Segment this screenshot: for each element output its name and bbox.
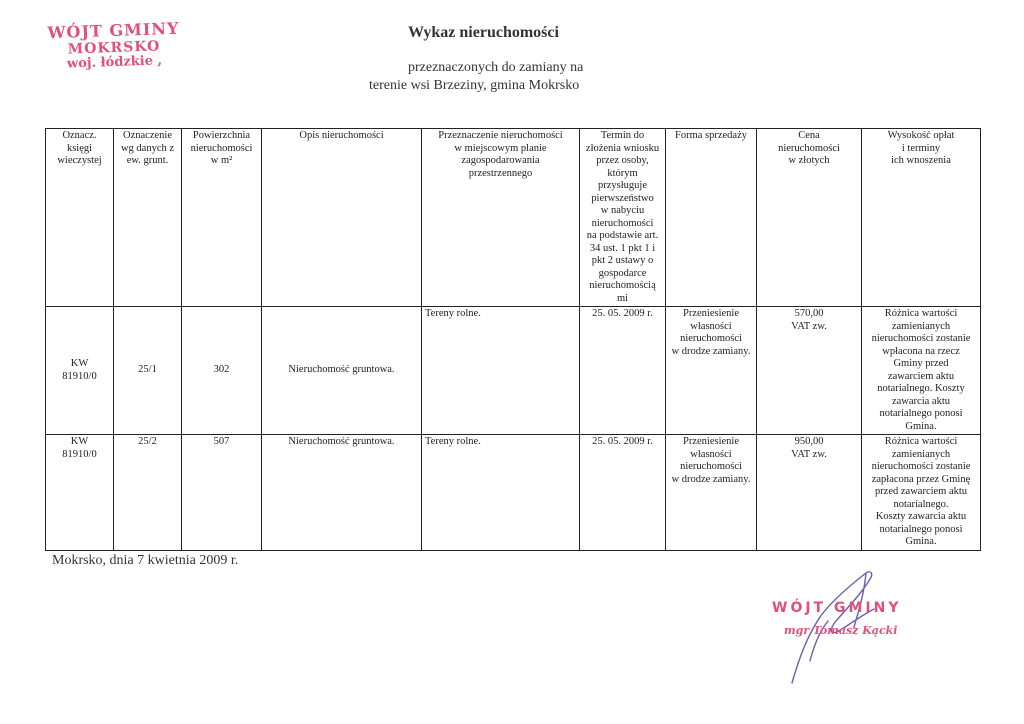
cell-forma: Przeniesienie własności nieruchomości w drodze zamiany. — [666, 307, 757, 435]
document-subtitle-line-2: terenie wsi Brzeziny, gmina Mokrsko — [369, 78, 580, 93]
cell-przeznaczenie: Tereny rolne. — [422, 435, 580, 551]
stamp-line-2: MOKRSKO — [67, 38, 161, 59]
cell-forma: Przeniesienie własności nieruchomości w drodze zamiany. — [666, 435, 757, 551]
cell-opis: Nieruchomość gruntowa. — [262, 435, 422, 551]
col-header-oplaty: Wysokość opłat i terminy ich wnoszenia — [862, 129, 981, 307]
official-stamp-top — [43, 20, 185, 74]
stamp-bottom-line-1: WÓJT GMINY — [772, 600, 902, 616]
stamp-bottom-line-2: mgr Tomasz Kącki — [784, 624, 898, 637]
table-row — [46, 435, 981, 551]
col-header-powierzchnia: Powierzchnia nieruchomości w m² — [182, 129, 262, 307]
date-and-place: Mokrsko, dnia 7 kwietnia 2009 r. — [52, 553, 239, 568]
official-stamp-bottom — [772, 600, 932, 637]
col-header-kw: Oznacz. księgi wieczystej — [46, 129, 114, 307]
col-header-opis: Opis nieruchomości — [262, 129, 422, 307]
cell-powierzchnia: 302 — [182, 307, 262, 435]
cell-powierzchnia: 507 — [182, 435, 262, 551]
stamp-line-1: WÓJT GMINY — [47, 18, 180, 43]
stamp-line-3: woj. łódzkie , — [66, 53, 163, 73]
col-header-termin: Termin do złożenia wniosku przez osoby, którym przysługuje pierwszeństwo w nabyciu nieruchomości na podstawie art. 34 ust. 1 pkt 1 i pkt 2 ustawy o gospodarce nieruchomością mi — [580, 129, 666, 307]
cell-opis: Nieruchomość gruntowa. — [262, 307, 422, 435]
cell-cena: 570,00 VAT zw. — [757, 307, 862, 435]
cell-kw: KW 81910/0 — [46, 435, 114, 551]
cell-oznaczenie: 25/1 — [114, 307, 182, 435]
property-list-table — [45, 128, 981, 551]
cell-oplaty: Różnica wartości zamienianych nieruchomości zostanie zapłacona przez Gminę przed zawarciem aktu notarialnego. Koszty zawarcia aktu notarialnego ponosi Gmina. — [862, 435, 981, 551]
cell-oplaty: Różnica wartości zamienianych nieruchomości zostanie wpłacona na rzecz Gminy przed zawarciem aktu notarialnego. Koszty zawarcia aktu notarialnego ponosi Gmina. — [862, 307, 981, 435]
col-header-oznaczenie: Oznaczenie wg danych z ew. grunt. — [114, 129, 182, 307]
col-header-cena: Cena nieruchomości w złotych — [757, 129, 862, 307]
cell-kw: KW 81910/0 — [46, 307, 114, 435]
col-header-przeznaczenie: Przeznaczenie nieruchomości w miejscowym planie zagospodarowania przestrzennego — [422, 129, 580, 307]
table-row — [46, 307, 981, 435]
cell-termin: 25. 05. 2009 r. — [580, 307, 666, 435]
cell-termin: 25. 05. 2009 r. — [580, 435, 666, 551]
cell-przeznaczenie: Tereny rolne. — [422, 307, 580, 435]
table-header-row — [46, 129, 981, 307]
document-title: Wykaz nieruchomości — [408, 24, 559, 41]
cell-oznaczenie: 25/2 — [114, 435, 182, 551]
cell-cena: 950,00 VAT zw. — [757, 435, 862, 551]
col-header-forma: Forma sprzedaży — [666, 129, 757, 307]
document-subtitle-line-1: przeznaczonych do zamiany na — [408, 60, 584, 75]
